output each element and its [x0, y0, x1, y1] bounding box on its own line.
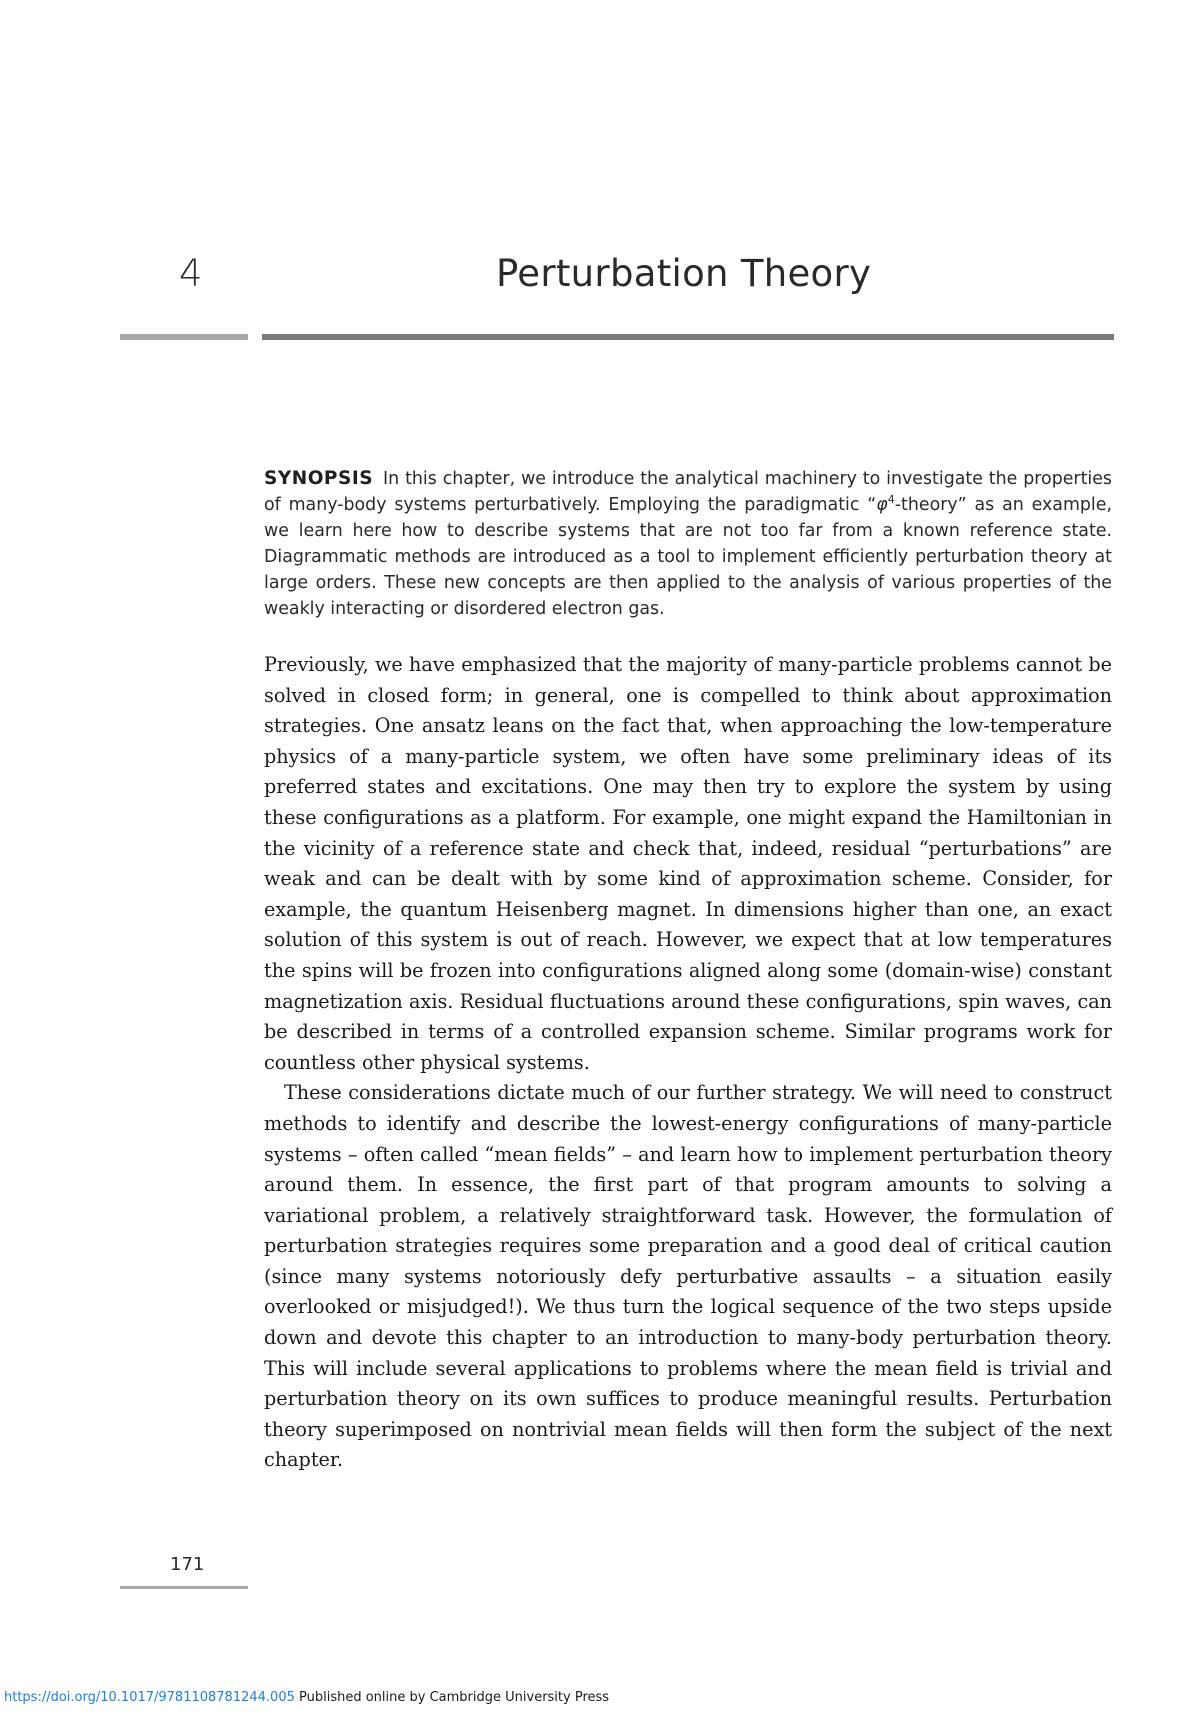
synopsis-text-before: In this chapter, we introduce the analytical machinery to investigate the properties of many-body systems perturbatively. Employing the paradigmatic “	[264, 469, 1112, 515]
chapter-rule-left	[120, 334, 248, 340]
doi-link[interactable]: https://doi.org/10.1017/9781108781244.005	[4, 1690, 295, 1705]
chapter-rule-right	[262, 334, 1114, 340]
phi-symbol: φ	[876, 495, 888, 515]
page-number: 171	[170, 1554, 205, 1575]
synopsis	[264, 466, 1112, 622]
phi-superscript: 4	[887, 493, 895, 507]
footer-line	[4, 1690, 609, 1705]
synopsis-text-after: -theory” as an example, we learn here how to describe systems that are not too far from a known reference state. Diagrammatic methods are introduced as a tool to implement efficiently perturbation theory at large orders. These new concepts are then applied to the analysis of various properties of the weakly interacting or disordered electron gas.	[264, 495, 1112, 619]
body-paragraph: Previously, we have emphasized that the majority of many-particle problems cannot be solved in closed form; in general, one is compelled to think about approximation strategies. One ansatz leans on the fact that, when approaching the low-temperature physics of a many-particle system, we often have some preliminary ideas of its preferred states and excitations. One may then try to explore the system by using these configurations as a platform. For example, one might expand the Hamiltonian in the vicinity of a reference state and check that, indeed, residual “perturbations” are weak and can be dealt with by some kind of approximation scheme. Consider, for example, the quantum Heisenberg magnet. In dimensions higher than one, an exact solution of this system is out of reach. However, we expect that at low temperatures the spins will be frozen into configurations aligned along some (domain-wise) constant magnetization axis. Residual fluctuations around these configurations, spin waves, can be described in terms of a controlled expansion scheme. Similar programs work for countless other physical systems.	[264, 653, 1112, 1074]
body-paragraph: These considerations dictate much of our further strategy. We will need to construct methods to identify and describe the lowest-energy configurations of many-particle systems – often called “mean fields” – and learn how to implement perturbation theory around them. In essence, the first part of that program amounts to solving a variational problem, a relatively straightforward task. However, the formulation of perturbation strategies requires some preparation and a good deal of critical caution (since many systems notoriously defy perturbative assaults – a situation easily overlooked or misjudged!). We thus turn the logical sequence of the two steps upside down and devote this chapter to an introduction to many-body perturbation theory. This will include several applications to problems where the mean field is trivial and perturbation theory on its own suffices to produce meaningful results. Perturbation theory superimposed on nontrivial mean fields will then form the subject of the next chapter.	[264, 1081, 1112, 1472]
chapter-title: Perturbation Theory	[496, 252, 872, 295]
footer-rule	[120, 1586, 248, 1589]
synopsis-label: SYNOPSIS	[264, 468, 374, 489]
publisher-text: Published online by Cambridge University Press	[299, 1690, 610, 1705]
chapter-number: 4	[179, 252, 203, 295]
body-text	[264, 650, 1112, 1476]
